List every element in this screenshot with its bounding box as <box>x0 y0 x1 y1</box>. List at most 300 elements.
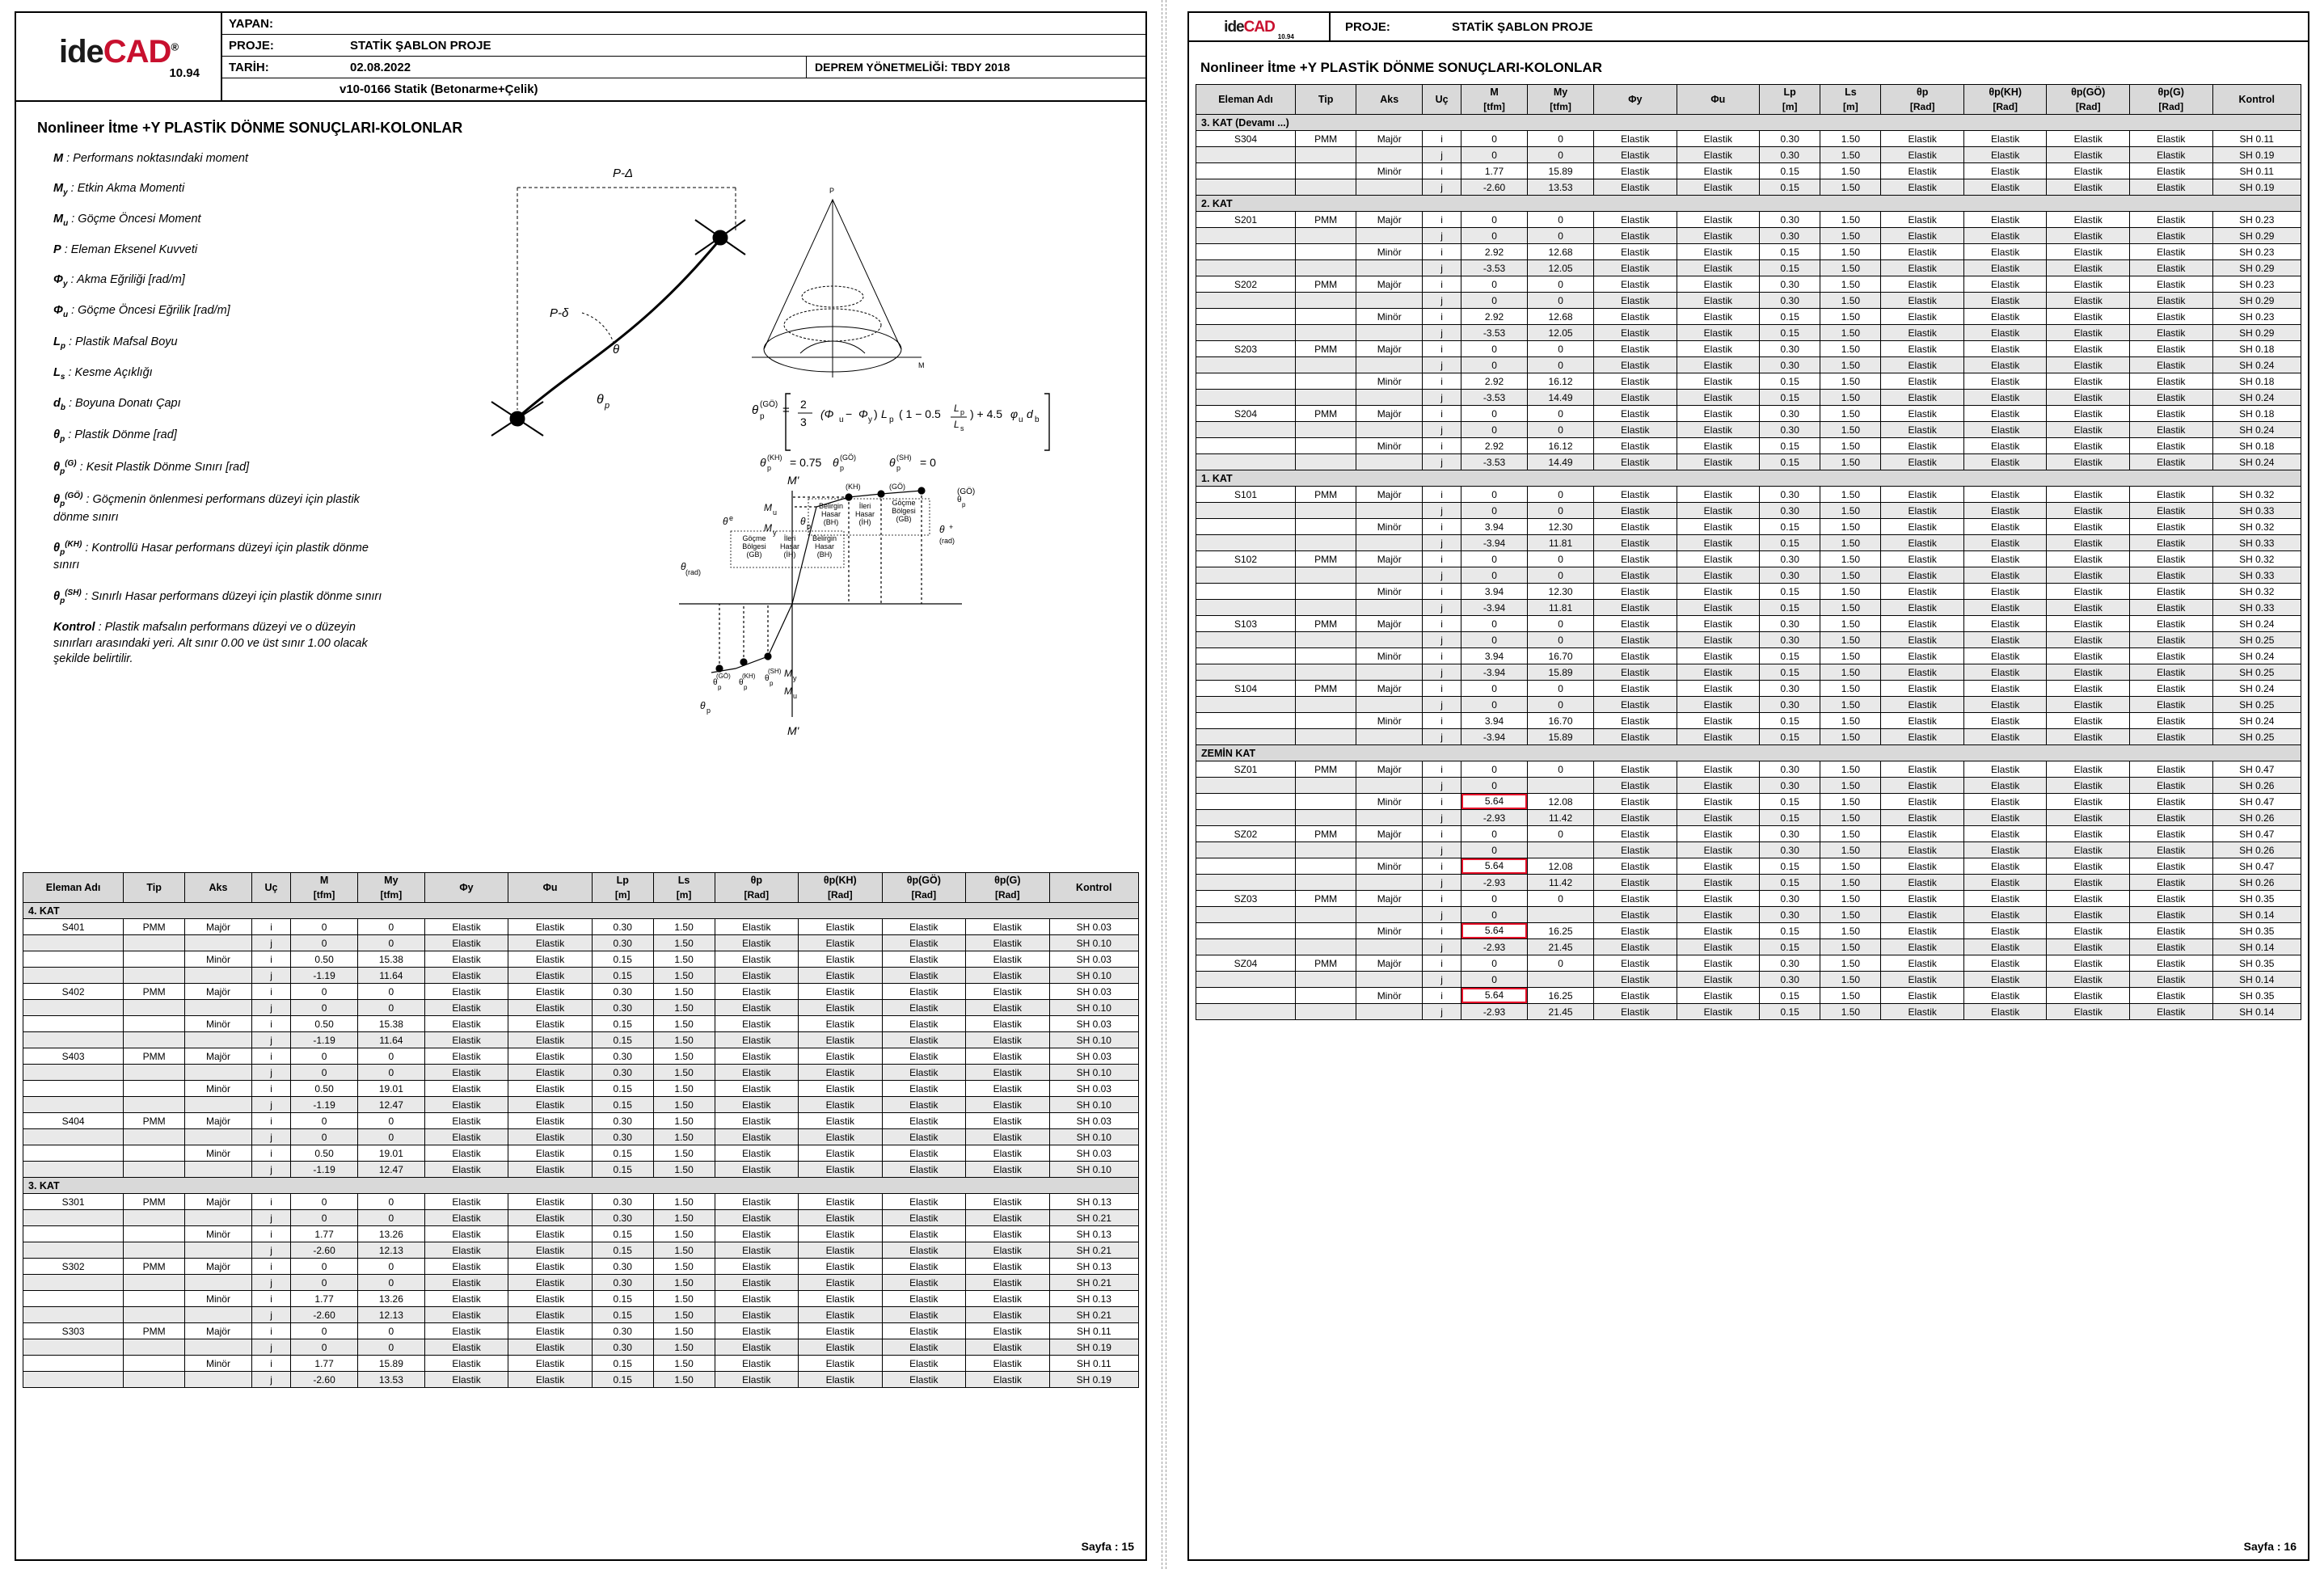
table-cell: Elastik <box>966 1226 1050 1242</box>
table-cell <box>1196 244 1296 260</box>
svg-text:( 1 − 0.5: ( 1 − 0.5 <box>899 407 941 420</box>
table-cell: Majör <box>1356 955 1423 972</box>
table-cell: Minör <box>185 951 252 968</box>
table-cell <box>1356 535 1423 551</box>
table-cell <box>185 1339 252 1356</box>
table-cell: Elastik <box>2047 438 2130 454</box>
table-cell <box>1196 648 1296 664</box>
table-cell: 21.45 <box>1528 939 1594 955</box>
table-cell: i <box>1423 891 1461 907</box>
table-cell: Elastik <box>799 1000 883 1016</box>
table-cell: Elastik <box>1677 357 1760 373</box>
table-cell: Minör <box>1356 163 1423 179</box>
table-cell: Elastik <box>508 1081 593 1097</box>
table-cell: Elastik <box>2130 390 2213 406</box>
table-row <box>1196 713 2301 729</box>
table-cell: Elastik <box>1881 309 1964 325</box>
svg-text:(GB): (GB) <box>896 515 912 523</box>
table-cell: Minör <box>1356 373 1423 390</box>
table-cell: SZ04 <box>1196 955 1296 972</box>
svg-text:b: b <box>1035 415 1040 424</box>
table-cell: 0 <box>1528 293 1594 309</box>
table-cell: 1.50 <box>1820 842 1881 858</box>
table-cell: 3.94 <box>1461 519 1528 535</box>
table-cell: Elastik <box>2047 147 2130 163</box>
table-cell: Elastik <box>1677 212 1760 228</box>
table-cell: Elastik <box>2130 875 2213 891</box>
table-cell: Elastik <box>508 1113 593 1129</box>
table-cell: i <box>251 919 290 935</box>
table-row <box>23 1323 1139 1339</box>
table-cell <box>1196 729 1296 745</box>
svg-text:L: L <box>954 419 960 430</box>
yapan-label: YAPAN: <box>229 16 274 31</box>
table-cell: Elastik <box>508 1259 593 1275</box>
table-cell: 1.50 <box>1820 923 1881 939</box>
table-cell: S401 <box>23 919 124 935</box>
table-cell: Elastik <box>2130 858 2213 875</box>
table-cell: i <box>1423 616 1461 632</box>
table-cell: Elastik <box>1594 293 1677 309</box>
results-table-container-right <box>1189 84 2308 1020</box>
figure-zone-bh: Belirgin <box>818 502 844 510</box>
table-cell <box>1356 1004 1423 1020</box>
table-cell: S201 <box>1196 212 1296 228</box>
table-cell: Elastik <box>966 1275 1050 1291</box>
table-cell: Elastik <box>882 1339 966 1356</box>
table-cell: SH 0.24 <box>2212 648 2301 664</box>
logo-cad-text-right: CAD <box>1243 18 1275 36</box>
table-cell: i <box>1423 438 1461 454</box>
table-row <box>1196 454 2301 470</box>
svg-text:θ: θ <box>765 674 770 683</box>
table-cell: Elastik <box>2047 551 2130 567</box>
table-cell: Elastik <box>2130 907 2213 923</box>
table-cell: S104 <box>1196 681 1296 697</box>
table-cell: 0.50 <box>291 951 358 968</box>
table-cell: Elastik <box>799 1259 883 1275</box>
table-cell: Elastik <box>2047 357 2130 373</box>
table-cell: i <box>1423 988 1461 1004</box>
table-cell: 1.50 <box>1820 373 1881 390</box>
table-cell: PMM <box>124 1113 185 1129</box>
table-cell <box>1356 260 1423 276</box>
table-cell <box>124 1081 185 1097</box>
table-cell: Elastik <box>1677 244 1760 260</box>
table-cell: 1.50 <box>1820 535 1881 551</box>
table-cell: j <box>1423 535 1461 551</box>
th-uc: Uç <box>251 873 290 903</box>
table-cell: Elastik <box>1677 293 1760 309</box>
table-cell: 12.05 <box>1528 260 1594 276</box>
table-cell <box>1296 260 1356 276</box>
table-cell <box>1296 632 1356 648</box>
table-cell: SH 0.19 <box>1049 1372 1138 1388</box>
table-cell: Elastik <box>508 1065 593 1081</box>
table-cell: 0 <box>1461 616 1528 632</box>
table-cell: Elastik <box>508 1356 593 1372</box>
table-cell: PMM <box>124 1048 185 1065</box>
svg-text:M: M <box>784 668 792 679</box>
table-cell: Elastik <box>2047 487 2130 503</box>
table-cell <box>23 935 124 951</box>
table-cell: Elastik <box>1881 664 1964 681</box>
th-thetap-kh-r: θp(KH) [Rad] <box>1963 85 2047 115</box>
table-cell: j <box>1423 907 1461 923</box>
svg-text:(BH): (BH) <box>823 518 839 526</box>
table-cell: Elastik <box>1594 972 1677 988</box>
table-cell: Elastik <box>2130 438 2213 454</box>
table-cell <box>23 1016 124 1032</box>
table-row <box>1196 567 2301 584</box>
table-cell: Elastik <box>1594 147 1677 163</box>
table-cell: 1.50 <box>1820 778 1881 794</box>
table-cell: Elastik <box>424 951 508 968</box>
table-cell: 0.15 <box>1760 664 1820 681</box>
table-cell: 0 <box>291 1129 358 1145</box>
table-cell: j <box>1423 454 1461 470</box>
table-cell: 0.15 <box>1760 535 1820 551</box>
table-cell: SH 0.33 <box>2212 600 2301 616</box>
table-cell: -2.93 <box>1461 939 1528 955</box>
table-cell: j <box>1423 390 1461 406</box>
table-cell: 1.50 <box>653 1032 715 1048</box>
table-cell <box>1296 454 1356 470</box>
table-cell: Elastik <box>424 1210 508 1226</box>
table-cell: SH 0.35 <box>2212 891 2301 907</box>
figure-label-pdelta2: P-δ <box>550 306 569 320</box>
table-cell: Elastik <box>1677 697 1760 713</box>
svg-text:(GÖ): (GÖ) <box>760 400 778 409</box>
table-cell: Elastik <box>1881 988 1964 1004</box>
table-cell: Elastik <box>1881 228 1964 244</box>
storey-group-row <box>23 1178 1139 1194</box>
table-cell: SH 0.03 <box>1049 1048 1138 1065</box>
table-cell: SH 0.33 <box>2212 535 2301 551</box>
table-cell <box>1296 584 1356 600</box>
table-cell <box>1296 713 1356 729</box>
table-cell: 0.30 <box>1760 697 1820 713</box>
table-cell: Elastik <box>1594 454 1677 470</box>
storey-group-label: ZEMİN KAT <box>1196 745 2301 761</box>
table-cell: 1.50 <box>653 984 715 1000</box>
table-cell: SH 0.24 <box>2212 390 2301 406</box>
table-row <box>23 1065 1139 1081</box>
table-cell: Elastik <box>2047 519 2130 535</box>
table-cell: i <box>251 1356 290 1372</box>
table-cell: Elastik <box>508 1210 593 1226</box>
table-cell: SH 0.25 <box>2212 632 2301 648</box>
table-cell: j <box>1423 875 1461 891</box>
svg-text:y: y <box>868 415 872 424</box>
table-cell: Elastik <box>882 919 966 935</box>
table-cell: Majör <box>185 1194 252 1210</box>
table-cell: Elastik <box>1963 503 2047 519</box>
table-cell: -3.53 <box>1461 390 1528 406</box>
table-cell <box>1356 600 1423 616</box>
table-row <box>1196 778 2301 794</box>
table-cell: Elastik <box>1677 794 1760 810</box>
table-cell: Elastik <box>715 1129 799 1145</box>
table-cell: 0.30 <box>592 1259 653 1275</box>
th-aks-r: Aks <box>1356 85 1423 115</box>
table-cell <box>1356 567 1423 584</box>
logo-version-right: 10.94 <box>1277 33 1294 40</box>
table-cell: Elastik <box>799 1356 883 1372</box>
table-cell <box>1196 325 1296 341</box>
table-cell: 0 <box>291 935 358 951</box>
table-cell <box>1196 713 1296 729</box>
table-cell <box>1296 535 1356 551</box>
table-cell: Elastik <box>2130 228 2213 244</box>
table-cell: Elastik <box>1677 454 1760 470</box>
table-cell <box>1296 988 1356 1004</box>
table-cell: Elastik <box>1963 923 2047 939</box>
th-m: M [tfm] <box>291 873 358 903</box>
table-cell: PMM <box>124 984 185 1000</box>
table-cell: Elastik <box>1963 842 2047 858</box>
figure-zone-gb: Göçme <box>892 499 916 507</box>
table-cell: Elastik <box>1677 519 1760 535</box>
table-cell: Elastik <box>715 1145 799 1162</box>
table-cell <box>1356 664 1423 681</box>
table-cell: Elastik <box>799 1081 883 1097</box>
table-cell: 1.50 <box>1820 147 1881 163</box>
table-cell: Elastik <box>508 1016 593 1032</box>
table-cell: 0 <box>1461 891 1528 907</box>
table-row <box>1196 664 2301 681</box>
table-cell: 0.30 <box>1760 131 1820 147</box>
table-cell: Elastik <box>1594 244 1677 260</box>
table-cell: j <box>251 1275 290 1291</box>
table-cell <box>1296 309 1356 325</box>
table-cell: 0 <box>291 1048 358 1065</box>
table-cell: Elastik <box>2047 228 2130 244</box>
table-cell: 0.15 <box>592 968 653 984</box>
svg-text:θ: θ <box>800 516 806 527</box>
table-cell: Elastik <box>1677 503 1760 519</box>
table-cell: Elastik <box>799 984 883 1000</box>
table-cell: Majör <box>1356 761 1423 778</box>
table-cell: Elastik <box>2130 939 2213 955</box>
table-cell: 0 <box>357 1000 424 1016</box>
table-cell: Elastik <box>424 1000 508 1016</box>
table-cell <box>1196 390 1296 406</box>
table-cell: Majör <box>1356 616 1423 632</box>
table-cell: Elastik <box>1881 875 1964 891</box>
table-cell: Elastik <box>2130 697 2213 713</box>
table-head-right <box>1196 85 2301 115</box>
table-cell: Elastik <box>2047 567 2130 584</box>
table-cell: Elastik <box>1881 729 1964 745</box>
table-cell: Elastik <box>1963 163 2047 179</box>
table-cell: Elastik <box>1963 454 2047 470</box>
table-cell: Elastik <box>508 1162 593 1178</box>
table-cell: Elastik <box>1594 535 1677 551</box>
table-cell: Elastik <box>2047 681 2130 697</box>
table-cell: SH 0.13 <box>1049 1291 1138 1307</box>
figure-label-thetap: θ <box>597 393 604 407</box>
table-row <box>1196 341 2301 357</box>
table-cell <box>1196 600 1296 616</box>
svg-text:Hasar: Hasar <box>854 510 875 518</box>
table-cell: Elastik <box>508 1097 593 1113</box>
table-cell: Elastik <box>1677 826 1760 842</box>
table-cell: Elastik <box>1594 438 1677 454</box>
svg-text:(GÖ): (GÖ) <box>716 673 731 680</box>
legend-item-P: P : Eleman Eksenel Kuvveti <box>53 243 198 257</box>
table-cell: i <box>251 1291 290 1307</box>
table-cell: i <box>1423 163 1461 179</box>
logo-version: 10.94 <box>169 65 200 80</box>
table-cell: Minör <box>1356 519 1423 535</box>
table-cell <box>1356 729 1423 745</box>
table-row <box>1196 729 2301 745</box>
table-cell: 3.94 <box>1461 584 1528 600</box>
table-cell: Elastik <box>2130 260 2213 276</box>
table-row <box>23 1226 1139 1242</box>
table-cell: SH 0.29 <box>2212 325 2301 341</box>
table-cell: S101 <box>1196 487 1296 503</box>
table-cell: PMM <box>1296 681 1356 697</box>
table-cell <box>1196 422 1296 438</box>
sheet-page-16 <box>1166 0 2324 1569</box>
page-frame-right <box>1187 11 2309 1561</box>
storey-group-row <box>1196 470 2301 487</box>
table-cell: Elastik <box>1677 713 1760 729</box>
highlighted-value: 5.64 <box>1461 794 1527 809</box>
table-cell: j <box>1423 293 1461 309</box>
table-cell <box>1196 228 1296 244</box>
table-row <box>1196 826 2301 842</box>
table-cell: Elastik <box>1881 697 1964 713</box>
table-cell <box>1196 697 1296 713</box>
legend-item-M: M : Performans noktasındaki moment <box>53 152 248 165</box>
table-cell <box>23 1097 124 1113</box>
table-cell: Elastik <box>424 1065 508 1081</box>
figure-zone-ih2: İleri <box>783 534 796 542</box>
table-cell: Elastik <box>715 1097 799 1113</box>
table-cell: Elastik <box>1677 438 1760 454</box>
table-cell <box>124 1162 185 1178</box>
table-cell: Elastik <box>1677 567 1760 584</box>
table-cell: 0 <box>1461 632 1528 648</box>
table-cell: Elastik <box>2130 325 2213 341</box>
table-cell: 0.15 <box>592 1307 653 1323</box>
table-cell: Elastik <box>2130 955 2213 972</box>
table-cell: 0.15 <box>1760 729 1820 745</box>
table-cell: Elastik <box>882 1032 966 1048</box>
table-row <box>1196 988 2301 1004</box>
th-kontrol: Kontrol <box>1049 873 1138 903</box>
th-phiu-r: Φu <box>1677 85 1760 115</box>
table-cell: SH 0.11 <box>1049 1323 1138 1339</box>
table-cell: 0.30 <box>592 1113 653 1129</box>
table-cell <box>1296 729 1356 745</box>
table-cell: SH 0.26 <box>2212 778 2301 794</box>
table-cell: Elastik <box>715 1194 799 1210</box>
table-row <box>1196 923 2301 939</box>
table-cell <box>1296 503 1356 519</box>
table-cell: Elastik <box>1677 842 1760 858</box>
table-cell: Elastik <box>715 1242 799 1259</box>
table-cell: 1.50 <box>1820 632 1881 648</box>
table-cell: SH 0.18 <box>2212 373 2301 390</box>
table-cell <box>23 1356 124 1372</box>
table-cell: 1.50 <box>653 1210 715 1226</box>
table-cell: Elastik <box>1963 939 2047 955</box>
table-cell: Elastik <box>2130 664 2213 681</box>
table-cell: 0.15 <box>1760 519 1820 535</box>
table-cell <box>23 1307 124 1323</box>
table-cell: Elastik <box>1594 390 1677 406</box>
table-cell: 0 <box>1461 955 1528 972</box>
svg-text:(SH): (SH) <box>896 453 912 462</box>
table-cell: Minör <box>185 1356 252 1372</box>
table-row <box>1196 1004 2301 1020</box>
table-cell: 0 <box>1461 697 1528 713</box>
table-row <box>1196 503 2301 519</box>
tarih-value: 02.08.2022 <box>350 60 411 74</box>
table-cell: Elastik <box>966 968 1050 984</box>
table-cell: 0.15 <box>1760 438 1820 454</box>
table-cell: Elastik <box>424 1097 508 1113</box>
table-cell: Elastik <box>1677 276 1760 293</box>
table-cell: Elastik <box>1963 972 2047 988</box>
svg-text:p: p <box>896 464 901 472</box>
table-cell <box>23 1372 124 1388</box>
svg-text:p: p <box>706 706 711 715</box>
table-row <box>1196 438 2301 454</box>
table-cell: Elastik <box>2047 212 2130 228</box>
table-cell: Elastik <box>1963 422 2047 438</box>
svg-text:θ: θ <box>613 343 620 356</box>
table-cell: 0.30 <box>1760 616 1820 632</box>
table-cell: SH 0.19 <box>2212 147 2301 163</box>
svg-text:M: M <box>918 361 925 369</box>
table-cell: 16.12 <box>1528 438 1594 454</box>
table-cell: 1.50 <box>653 1339 715 1356</box>
table-cell: Elastik <box>1881 325 1964 341</box>
table-cell <box>1296 438 1356 454</box>
table-cell: 0.30 <box>1760 276 1820 293</box>
table-cell: 12.05 <box>1528 325 1594 341</box>
table-cell: Elastik <box>1677 584 1760 600</box>
table-cell: -1.19 <box>291 1032 358 1048</box>
table-row <box>1196 972 2301 988</box>
table-cell: Elastik <box>1594 761 1677 778</box>
table-cell: Elastik <box>2047 858 2130 875</box>
table-cell: j <box>1423 228 1461 244</box>
title-fields <box>222 13 1145 100</box>
table-cell: Elastik <box>1594 406 1677 422</box>
table-cell: i <box>1423 584 1461 600</box>
table-cell: 1.50 <box>1820 244 1881 260</box>
table-cell: Elastik <box>1677 373 1760 390</box>
th-my-r: My [tfm] <box>1528 85 1594 115</box>
table-cell: Elastik <box>1594 810 1677 826</box>
table-cell: 0.15 <box>592 1097 653 1113</box>
table-cell: Elastik <box>2047 778 2130 794</box>
table-cell: Elastik <box>966 1210 1050 1226</box>
table-cell: Elastik <box>1963 584 2047 600</box>
idecad-logo-right <box>1189 13 1331 40</box>
table-cell: Elastik <box>799 919 883 935</box>
table-row <box>1196 535 2301 551</box>
table-cell: Elastik <box>966 919 1050 935</box>
table-cell: j <box>251 1129 290 1145</box>
table-cell: 1.50 <box>1820 438 1881 454</box>
